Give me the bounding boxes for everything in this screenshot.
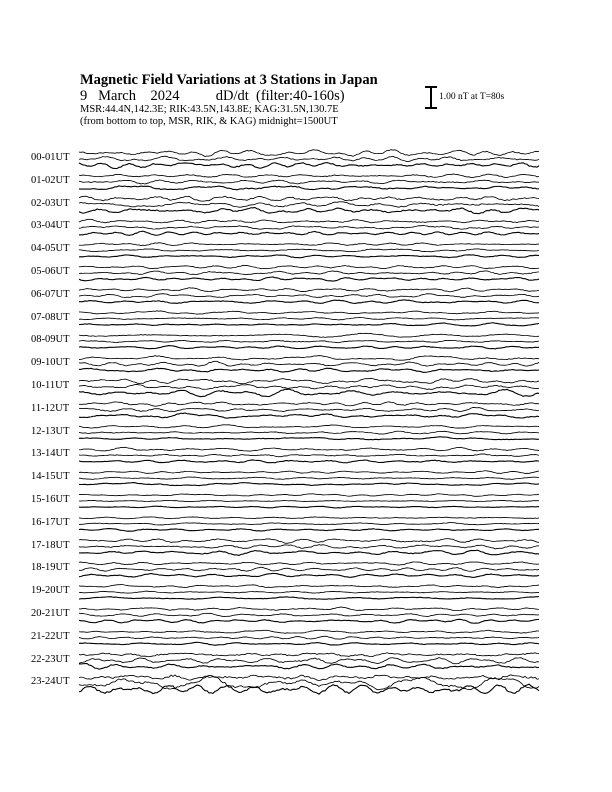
trace-msr (79, 529, 539, 532)
trace-msr (79, 642, 539, 645)
trace-kag (79, 471, 539, 474)
trace-rik (79, 636, 539, 639)
trace-kag (79, 585, 539, 588)
trace-msr (79, 323, 539, 326)
row-label: 11-12UT (31, 402, 70, 414)
row-label: 02-03UT (31, 197, 70, 209)
trace-kag (79, 653, 539, 657)
row-label: 22-23UT (31, 653, 70, 665)
row-label: 08-09UT (31, 334, 70, 346)
date-filter-line: 9 March 2024 dD/dt (filter:40-160s) (80, 88, 345, 104)
trace-msr (79, 413, 539, 418)
row-label: 20-21UT (31, 608, 70, 619)
trace-rik (79, 317, 539, 320)
row-label: 10-11UT (31, 380, 70, 391)
row-label: 00-01UT (31, 152, 70, 163)
row-label: 12-13UT (31, 425, 70, 437)
trace-kag (79, 243, 539, 246)
trace-rik (79, 567, 539, 571)
row-label: 05-06UT (31, 266, 70, 277)
trace-rik (79, 523, 539, 525)
trace-rik (79, 591, 539, 593)
trace-rik (79, 271, 539, 275)
row-label: 19-20UT (31, 585, 70, 597)
row-label: 03-04UT (31, 220, 70, 232)
trace-rik (79, 658, 539, 664)
trace-msr (79, 483, 539, 486)
trace-msr (79, 664, 539, 670)
trace-msr (79, 368, 539, 372)
scale-bar-label: 1.00 nT at T=80s (439, 92, 505, 102)
row-label: 23-24UT (31, 676, 70, 688)
station-order-note: (from bottom to top, MSR, RIK, & KAG) midnight=1500UT (80, 116, 338, 127)
trace-rik (79, 361, 539, 366)
trace-msr (79, 506, 539, 508)
trace-rik (79, 613, 539, 616)
trace-kag (79, 265, 539, 268)
trace-msr (79, 573, 539, 577)
trace-kag (79, 333, 539, 337)
row-label: 06-07UT (31, 288, 70, 300)
trace-kag (79, 517, 539, 519)
trace-rik (79, 180, 539, 184)
trace-kag (79, 174, 539, 178)
trace-kag (79, 219, 539, 223)
trace-msr (79, 389, 539, 397)
trace-rik (79, 454, 539, 457)
trace-rik (79, 545, 539, 549)
row-label: 07-08UT (31, 311, 70, 323)
trace-kag (79, 607, 539, 611)
row-label: 15-16UT (31, 494, 70, 505)
trace-kag (79, 562, 539, 565)
trace-kag (79, 150, 539, 157)
row-label: 16-17UT (31, 516, 70, 528)
trace-rik (79, 500, 539, 501)
trace-msr (79, 231, 539, 235)
trace-rik (79, 407, 539, 411)
trace-rik (79, 340, 539, 342)
row-label: 17-18UT (31, 539, 70, 551)
trace-kag (79, 494, 539, 497)
trace-msr (79, 597, 539, 600)
trace-msr (79, 277, 539, 281)
trace-rik (79, 225, 539, 229)
chart-title: Magnetic Field Variations at 3 Stations in Japan (80, 72, 378, 88)
trace-rik (79, 156, 539, 161)
trace-kag (79, 288, 539, 292)
trace-kag (79, 356, 539, 361)
trace-kag (79, 196, 539, 201)
trace-msr (79, 300, 539, 303)
trace-msr (79, 460, 539, 463)
row-label: 14-15UT (31, 471, 70, 483)
trace-msr (79, 684, 539, 694)
trace-rik (79, 202, 539, 208)
trace-msr (79, 346, 539, 349)
trace-kag (79, 425, 539, 428)
trace-msr (79, 255, 539, 258)
row-label: 13-14UT (31, 448, 70, 460)
trace-kag (79, 402, 539, 406)
trace-msr (79, 163, 539, 169)
trace-rik (79, 294, 539, 298)
trace-kag (79, 311, 539, 314)
station-coordinates: MSR:44.4N,142.3E; RIK:43.5N,143.8E; KAG:31.5N,130.7E (80, 104, 339, 115)
trace-msr (79, 208, 539, 214)
trace-msr (79, 550, 539, 555)
row-label: 01-02UT (31, 174, 70, 186)
row-label: 18-19UT (31, 562, 70, 574)
trace-rik (79, 384, 539, 389)
row-label: 04-05UT (31, 243, 70, 255)
trace-kag (79, 630, 539, 633)
trace-rik (79, 249, 539, 252)
trace-kag (79, 447, 539, 451)
trace-msr (79, 619, 539, 623)
trace-msr (79, 437, 539, 440)
trace-kag (79, 675, 539, 681)
trace-rik (79, 477, 539, 479)
trace-kag (79, 378, 539, 383)
trace-msr (79, 186, 539, 190)
row-label: 21-22UT (31, 630, 70, 642)
trace-kag (79, 539, 539, 544)
row-label: 09-10UT (31, 357, 70, 369)
trace-rik (79, 431, 539, 434)
